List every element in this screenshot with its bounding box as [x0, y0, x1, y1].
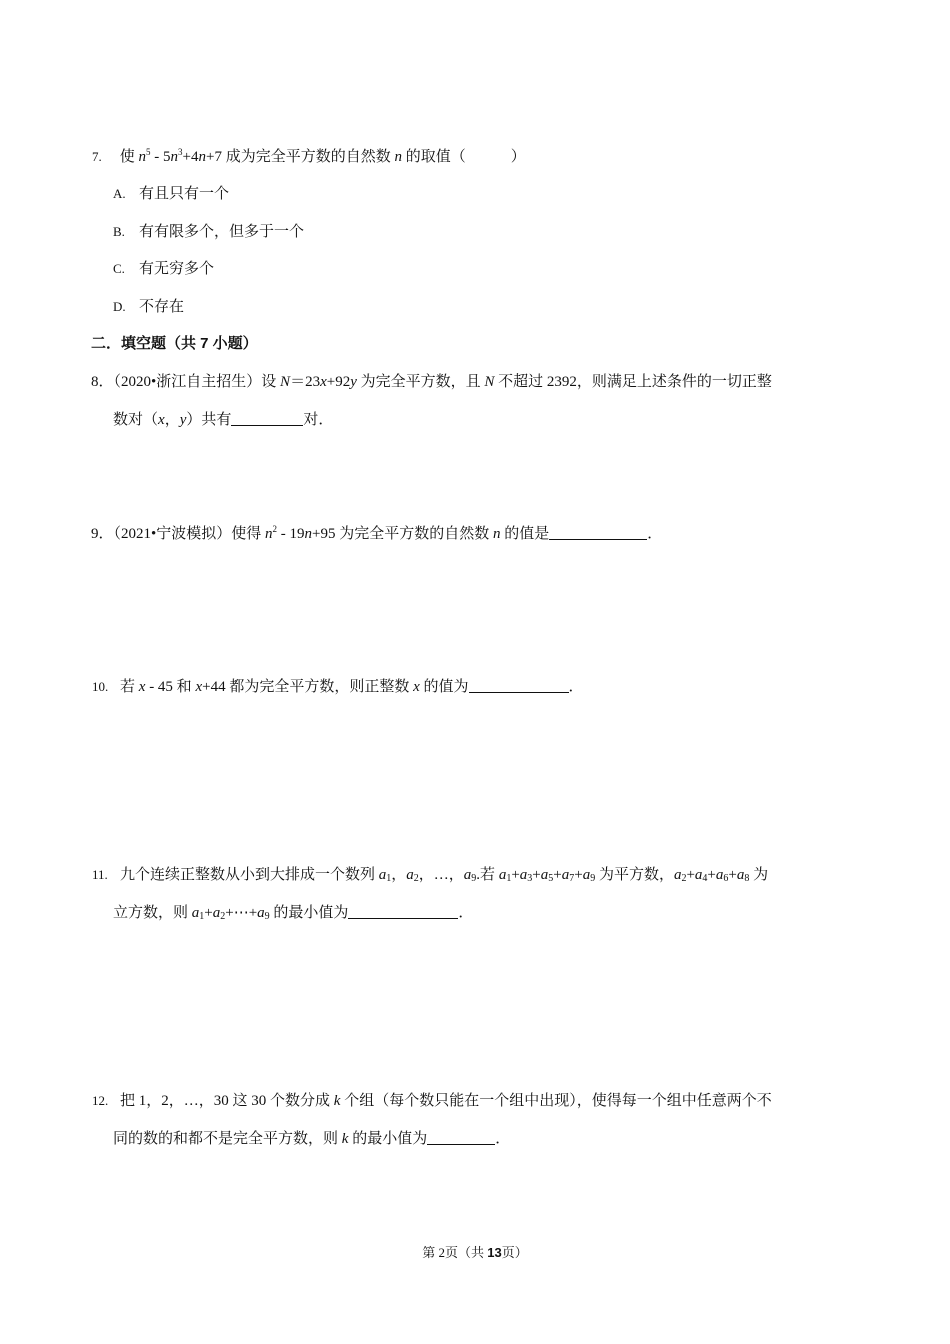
- question-11-line-2: 立方数，则 $a_1+a_2+\cdots+a_9$ 的最小值为 ．: [113, 905, 474, 922]
- answer-blank[interactable]: [549, 525, 647, 540]
- option-c: C. 有无穷多个: [113, 261, 215, 277]
- question-10: 10. 若 x - 45 和 x+44 都为完全平方数，则正整数 x 的值为 ．: [92, 679, 584, 695]
- answer-blank[interactable]: [427, 1130, 495, 1145]
- question-11-line-1: 11. 九个连续正整数从小到大排成一个数列 $a_1$，$a_2$，…，$a_9$.若 $a_1+a_3+a_5+a_7+a_9$ 为平方数，$a_2+a_4+a_6+a_8$ 为: [92, 867, 769, 884]
- answer-blank[interactable]: [231, 411, 303, 426]
- section-heading: 二．填空题（共 7 小题）: [91, 335, 258, 352]
- question-9: 9．（2021•宁波模拟）使得 $n^2 - 19n+95$ 为完全平方数的自然数 n 的值是 ．: [91, 524, 663, 542]
- question-12-line-1: 12. 把 1，2，…，30 这 30 个数分成 k 个组（每个数只能在一个组中出现），使得每一个组中任意两个不: [92, 1093, 772, 1109]
- page-footer: 第 2页（共 13页）: [422, 1245, 528, 1260]
- answer-blank[interactable]: [469, 678, 569, 693]
- option-a: A. 有且只有一个: [113, 186, 230, 202]
- option-d: D. 不存在: [113, 299, 185, 315]
- question-8-line-2: 数对（x，y）共有 对．: [113, 412, 334, 428]
- option-b: B. 有有限多个，但多于一个: [113, 224, 305, 240]
- question-7: 7. 使 $n^5 - 5n^3+4n+7$ 成为完全平方数的自然数 n 的取值（ ）: [92, 147, 526, 165]
- question-12-line-2: 同的数的和都不是完全平方数，则 k 的最小值为 ．: [113, 1131, 511, 1147]
- question-number: 7.: [92, 149, 102, 164]
- question-8-line-1: 8．（2020•浙江自主招生）设 N＝23x+92y 为完全平方数，且 N 不超过 2392，则满足上述条件的一切正整: [91, 374, 772, 390]
- answer-blank[interactable]: [348, 904, 458, 919]
